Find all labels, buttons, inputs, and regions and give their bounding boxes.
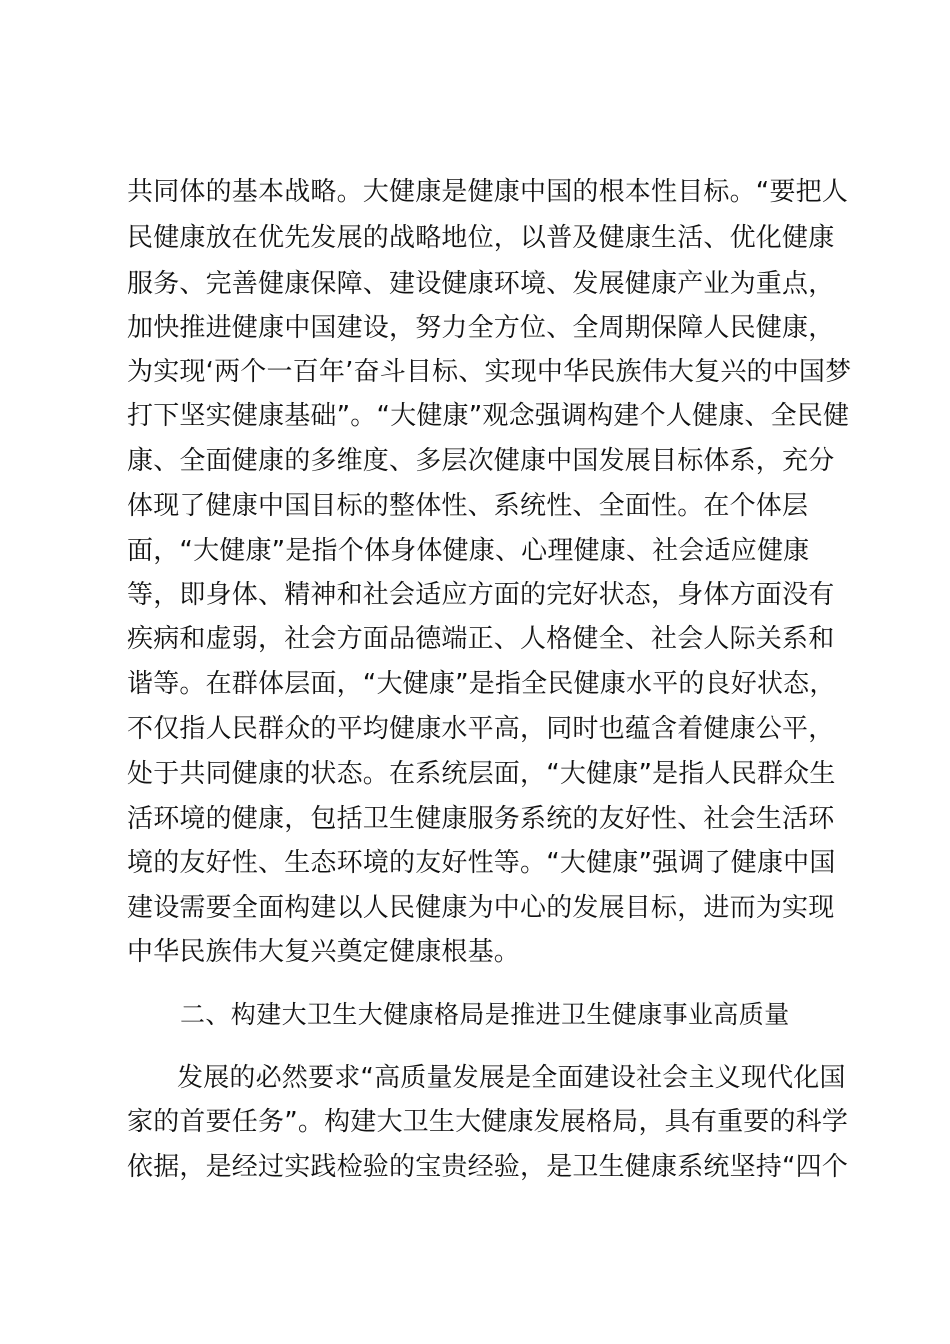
- paragraph-line: 等，即身体、精神和社会适应方面的完好状态，身体方面没有: [127, 580, 835, 610]
- section-heading: 二、构建大卫生大健康格局是推进卫生健康事业高质量: [180, 1000, 790, 1029]
- paragraph-line: 处于共同健康的状态。在系统层面，“大健康”是指人民群众生: [127, 759, 836, 789]
- paragraph-line: 家的首要任务”。构建大卫生大健康发展格局，具有重要的科学: [127, 1107, 849, 1137]
- paragraph-line: 体现了健康中国目标的整体性、系统性、全面性。在个体层: [127, 491, 809, 521]
- paragraph-line: 境的友好性、生态环境的友好性等。“大健康”强调了健康中国: [127, 848, 836, 878]
- paragraph-line: 面，“大健康”是指个体身体健康、心理健康、社会适应健康: [127, 536, 810, 566]
- paragraph-line: 打下坚实健康基础”。“大健康”观念强调构建个人健康、全民健: [127, 401, 850, 431]
- paragraph-line: 中华民族伟大复兴奠定健康根基。: [127, 937, 521, 967]
- paragraph-line: 康、全面健康的多维度、多层次健康中国发展目标体系，充分: [127, 446, 835, 476]
- paragraph-line: 活环境的健康，包括卫生健康服务系统的友好性、社会生活环: [127, 804, 835, 834]
- paragraph-line: 疾病和虚弱，社会方面品德端正、人格健全、社会人际关系和: [127, 624, 835, 654]
- paragraph-line: 服务、完善健康保障、建设健康环境、发展健康产业为重点，: [127, 269, 835, 299]
- paragraph-line: 共同体的基本战略。大健康是健康中国的根本性目标。“要把人: [127, 177, 849, 207]
- paragraph-line: 建设需要全面构建以人民健康为中心的发展目标，进而为实现: [127, 893, 835, 923]
- paragraph-line: 发展的必然要求“高质量发展是全面建设社会主义现代化国: [177, 1063, 846, 1093]
- paragraph-line: 依据，是经过实践检验的宝贵经验，是卫生健康系统坚持“四个: [127, 1152, 849, 1182]
- paragraph-line: 加快推进健康中国建设，努力全方位、全周期保障人民健康，: [127, 313, 835, 343]
- paragraph-line: 为实现‘两个一百年’奋斗目标、实现中华民族伟大复兴的中国梦: [127, 357, 852, 387]
- paragraph-line: 民健康放在优先发展的战略地位，以普及健康生活、优化健康: [127, 223, 835, 253]
- paragraph-line: 谐等。在群体层面，“大健康”是指全民健康水平的良好状态，: [127, 669, 836, 699]
- paragraph-line: 不仅指人民群众的平均健康水平高，同时也蕴含着健康公平，: [127, 714, 835, 744]
